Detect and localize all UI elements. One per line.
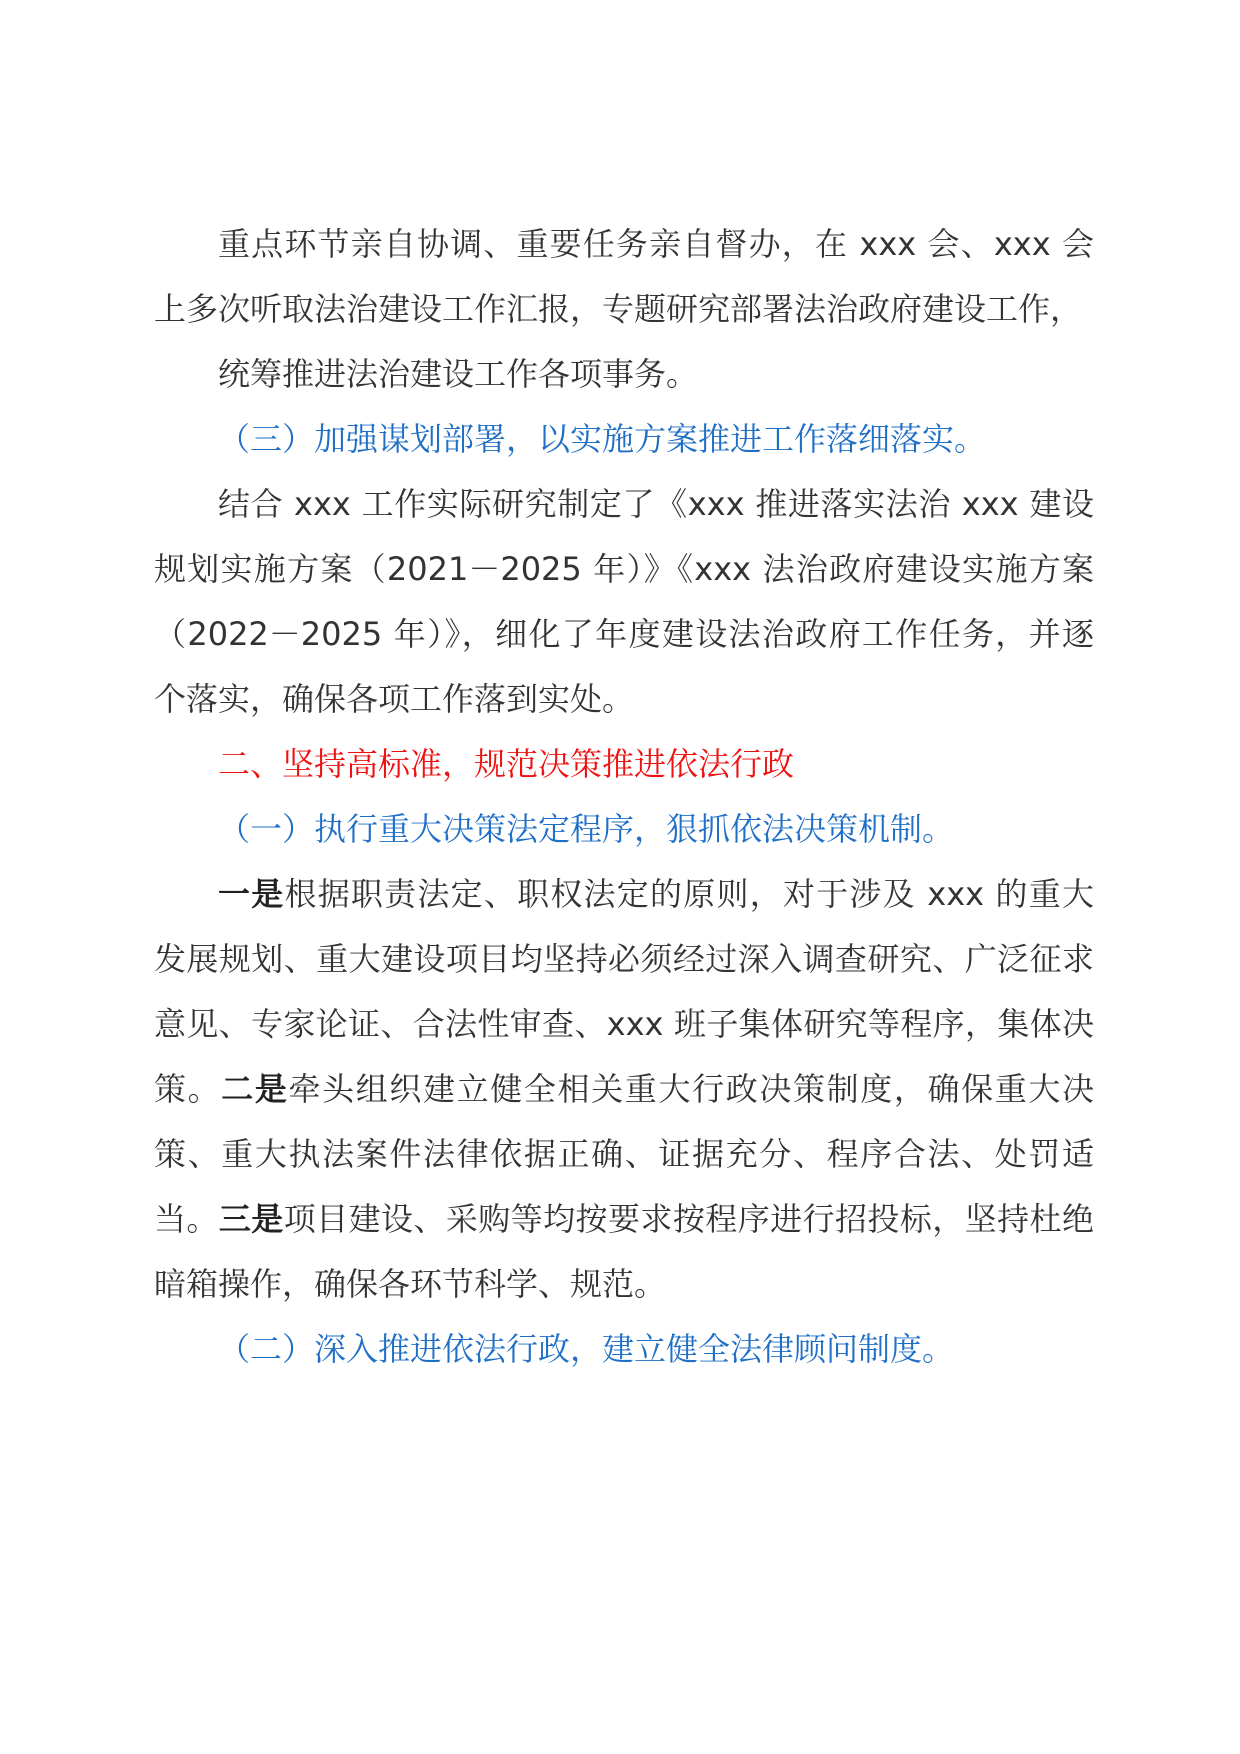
subheading-two-legal-advisor: （二）深入推进依法行政，建立健全法律顾问制度。 bbox=[218, 1330, 955, 1368]
document-page bbox=[154, 212, 1094, 1382]
section-heading-two: 二、坚持高标准，规范决策推进依法行政 bbox=[218, 745, 795, 783]
body-paragraph-decision-mechanism bbox=[154, 862, 1094, 1317]
text-first: 根据职责法定、职权法定的原则，对于涉及 xxx 的重大发展规划、重大建设项目均坚持必须经过深入调查研究、广泛征求意见、专家论证、合法性审查、xxx 班子集体研究等程序，集体决策。 bbox=[154, 875, 1094, 1108]
subheading-three-planning: （三）加强谋划部署，以实施方案推进工作落细落实。 bbox=[218, 420, 987, 458]
body-paragraph-overall-planning: 统筹推进法治建设工作各项事务。 bbox=[218, 355, 699, 393]
body-paragraph-coordination: 重点环节亲自协调、重要任务亲自督办，在 xxx 会、xxx 会上多次听取法治建设工作汇报，专题研究部署法治政府建设工作， bbox=[154, 225, 1094, 328]
text-second: 牵头组织建立健全相关重大行政决策制度，确保重大决策、重大执法案件法律依据正确、证据充分、程序合法、处罚适当。 bbox=[154, 1070, 1094, 1238]
text-third: 项目建设、采购等均按要求按程序进行招投标，坚持杜绝暗箱操作，确保各环节科学、规范。 bbox=[154, 1200, 1094, 1303]
lead-second: 二是 bbox=[221, 1070, 289, 1108]
subheading-one-decision-procedure: （一）执行重大决策法定程序，狠抓依法决策机制。 bbox=[218, 810, 955, 848]
lead-first: 一是 bbox=[218, 875, 285, 913]
body-paragraph-implementation-plans: 结合 xxx 工作实际研究制定了《xxx 推进落实法治 xxx 建设规划实施方案（2021－2025 年）》《xxx 法治政府建设实施方案（2022－2025 年）》，细化了年度建设法治政府工作任务，并逐个落实，确保各项工作落到实处。 bbox=[154, 485, 1094, 718]
lead-third: 三是 bbox=[218, 1200, 284, 1238]
